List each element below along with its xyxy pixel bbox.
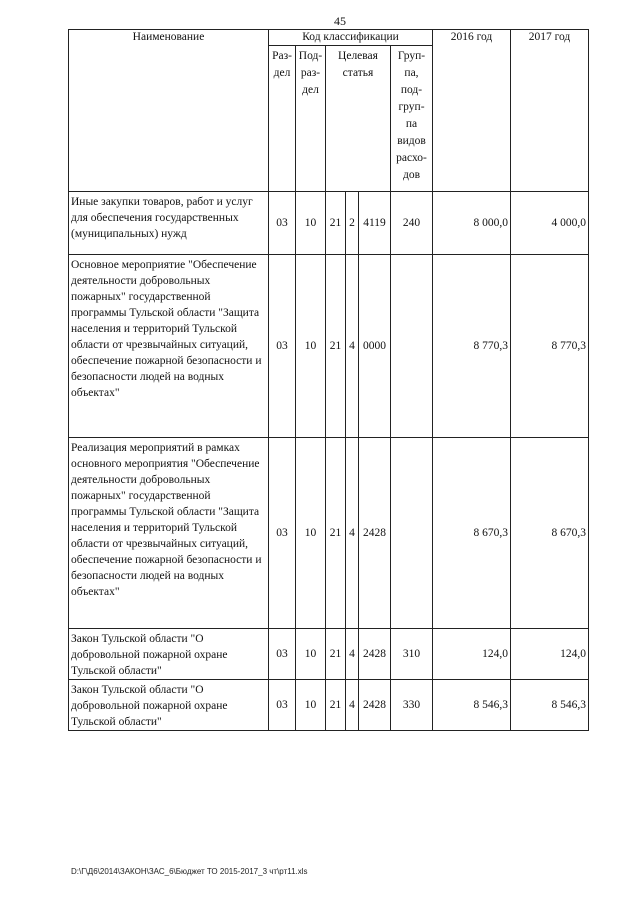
row-target-2: 4 bbox=[346, 629, 359, 680]
row-name: Закон Тульской области "О добровольной пожарной охране Тульской области" bbox=[69, 629, 269, 680]
row-target-1: 21 bbox=[326, 629, 346, 680]
row-target-2: 4 bbox=[346, 438, 359, 629]
row-name: Закон Тульской области "О добровольной пожарной охране Тульской области" bbox=[69, 680, 269, 731]
header-target-article: Целевая статья bbox=[326, 46, 391, 192]
header-subsection: Под- раз- дел bbox=[296, 46, 326, 192]
row-amount-2016: 8 770,3 bbox=[433, 255, 511, 438]
header-expense-group: Груп- па, под- груп- па видов расхо- дов bbox=[391, 46, 433, 192]
page-number: 45 bbox=[334, 14, 346, 28]
row-amount-2016: 8 000,0 bbox=[433, 192, 511, 255]
header-year-2016: 2016 год bbox=[433, 30, 511, 192]
row-section: 03 bbox=[269, 255, 296, 438]
table-row bbox=[69, 192, 589, 255]
table-row bbox=[69, 680, 589, 731]
row-expense-group bbox=[391, 255, 433, 438]
row-target-3: 2428 bbox=[359, 680, 391, 731]
row-target-3: 4119 bbox=[359, 192, 391, 255]
row-target-1: 21 bbox=[326, 438, 346, 629]
row-amount-2017: 4 000,0 bbox=[511, 192, 589, 255]
table-row bbox=[69, 438, 589, 629]
row-section: 03 bbox=[269, 192, 296, 255]
header-row-top bbox=[69, 30, 589, 46]
header-section: Раз- дел bbox=[269, 46, 296, 192]
row-expense-group: 330 bbox=[391, 680, 433, 731]
row-subsection: 10 bbox=[296, 629, 326, 680]
row-target-1: 21 bbox=[326, 192, 346, 255]
row-target-2: 2 bbox=[346, 192, 359, 255]
row-target-3: 0000 bbox=[359, 255, 391, 438]
table-row bbox=[69, 255, 589, 438]
row-subsection: 10 bbox=[296, 680, 326, 731]
row-target-2: 4 bbox=[346, 680, 359, 731]
row-amount-2016: 8 670,3 bbox=[433, 438, 511, 629]
table-row bbox=[69, 629, 589, 680]
row-subsection: 10 bbox=[296, 255, 326, 438]
row-amount-2017: 124,0 bbox=[511, 629, 589, 680]
row-target-1: 21 bbox=[326, 255, 346, 438]
row-section: 03 bbox=[269, 680, 296, 731]
header-code-group: Код классификации bbox=[269, 30, 433, 46]
budget-table bbox=[68, 29, 589, 731]
row-subsection: 10 bbox=[296, 438, 326, 629]
row-target-1: 21 bbox=[326, 680, 346, 731]
row-target-3: 2428 bbox=[359, 629, 391, 680]
row-amount-2016: 8 546,3 bbox=[433, 680, 511, 731]
row-target-2: 4 bbox=[346, 255, 359, 438]
row-expense-group: 310 bbox=[391, 629, 433, 680]
row-name: Основное мероприятие "Обеспечение деятельности добровольных пожарных" государственной программы Тульской области "Защита населения и территорий Тульской области от чрезвычайных ситуаций, обеспечение пожарной безопасности и безопасности людей на водных объектах" bbox=[69, 255, 269, 438]
footer-file-path: D:\Г\Д6\2014\ЗАКОН\ЗАС_6\Бюджет ТО 2015-2017_3 чт\рт11.xls bbox=[71, 867, 308, 876]
row-section: 03 bbox=[269, 629, 296, 680]
row-expense-group: 240 bbox=[391, 192, 433, 255]
row-name: Иные закупки товаров, работ и услуг для обеспечения государственных (муниципальных) нужд bbox=[69, 192, 269, 255]
row-name: Реализация мероприятий в рамках основного мероприятия "Обеспечение деятельности добровольных пожарных" государственной программы Тульской области "Защита населения и территорий Тульской области от чрезвычайных ситуаций, обеспечение пожарной безопасности и безопасности людей на водных объектах" bbox=[69, 438, 269, 629]
header-name: Наименование bbox=[69, 30, 269, 192]
row-expense-group bbox=[391, 438, 433, 629]
row-section: 03 bbox=[269, 438, 296, 629]
row-target-3: 2428 bbox=[359, 438, 391, 629]
row-amount-2017: 8 546,3 bbox=[511, 680, 589, 731]
row-amount-2017: 8 770,3 bbox=[511, 255, 589, 438]
row-amount-2017: 8 670,3 bbox=[511, 438, 589, 629]
row-amount-2016: 124,0 bbox=[433, 629, 511, 680]
row-subsection: 10 bbox=[296, 192, 326, 255]
header-year-2017: 2017 год bbox=[511, 30, 589, 192]
